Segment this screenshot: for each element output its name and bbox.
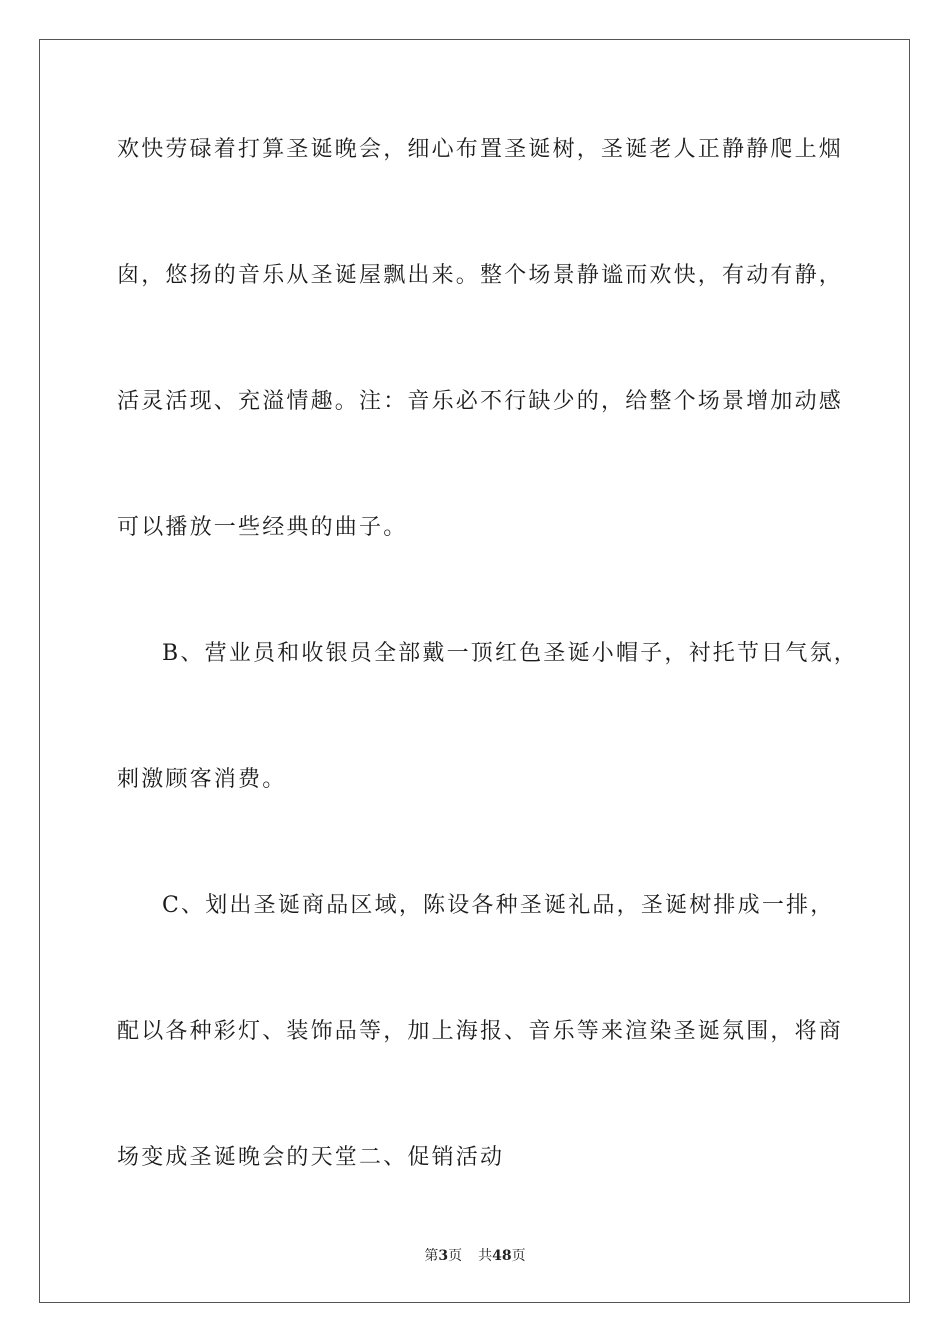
text-line: C、划出圣诞商品区域，陈设各种圣诞礼品，圣诞树排成一排， xyxy=(162,893,835,918)
text-line: 场变成圣诞晚会的天堂二、促销活动 xyxy=(117,1145,505,1170)
text-line: 刺激顾客消费。 xyxy=(117,767,287,792)
text-line: 欢快劳碌着打算圣诞晚会，细心布置圣诞树，圣诞老人正静静爬上烟 xyxy=(117,137,844,162)
text-line: 囱，悠扬的音乐从圣诞屋飘出来。整个场景静谧而欢快，有动有静， xyxy=(117,263,844,288)
text-line: B、营业员和收银员全部戴一顶红色圣诞小帽子，衬托节日气氛， xyxy=(162,641,858,666)
text-line: 可以播放一些经典的曲子。 xyxy=(117,515,408,540)
total-page-count: 48 xyxy=(492,1248,512,1264)
page-suffix: 页 xyxy=(448,1248,463,1264)
total-prefix: 共 xyxy=(478,1248,493,1264)
current-page-number: 3 xyxy=(438,1248,449,1264)
page-footer xyxy=(0,1245,950,1265)
page-border xyxy=(39,39,910,1303)
text-line: 活灵活现、充溢情趣。注：音乐必不行缺少的，给整个场景增加动感 xyxy=(117,389,844,414)
text-line: 配以各种彩灯、装饰品等，加上海报、音乐等来渲染圣诞氛围，将商 xyxy=(117,1019,844,1044)
page-prefix: 第 xyxy=(424,1248,439,1264)
total-suffix: 页 xyxy=(511,1248,526,1264)
